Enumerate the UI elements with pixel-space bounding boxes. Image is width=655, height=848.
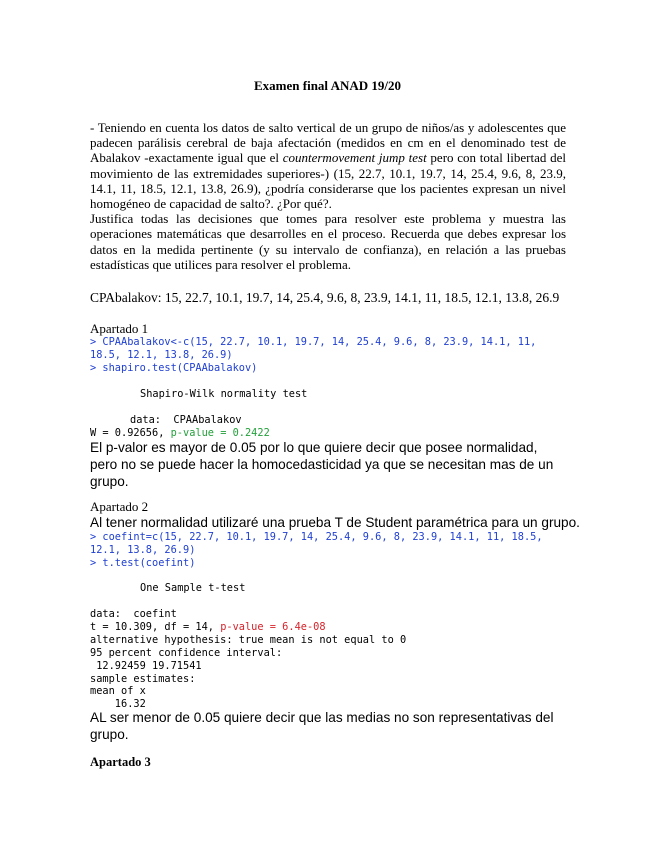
answer-apartado-2 xyxy=(90,709,566,743)
problem-text-b: pero con total libertad del movimiento de las extremidades superiores-) (15, 22.7, 10.1, 19.7, 14, 25.4, 9.6, 8, 23.9, 14.1, 11, 18.5, 12.1, 13.8, 26.9), ¿podría considerarse que los pacientes expresan un nivel homogéneo de capacidad de salto?. ¿Por qué?. xyxy=(90,150,566,212)
test-data-label-2: data: coefint xyxy=(90,608,177,620)
test-data-label-1: data: CPAAbalakov xyxy=(130,414,242,426)
problem-text-emphasis: countermovement jump test xyxy=(282,150,427,166)
r-command-line: 12.1, 13.8, 26.9) xyxy=(90,543,196,556)
w-statistic: W = 0.92656, xyxy=(90,427,171,439)
page-title: Examen final ANAD 19/20 xyxy=(254,78,401,93)
r-command-shapiro: > shapiro.test(CPAAbalakov) xyxy=(90,362,258,374)
t-statistic: t = 10.309, df = 14, xyxy=(90,620,221,633)
r-command-line: > CPAAbalakov<-c(15, 22.7, 10.1, 19.7, 14, 25.4, 9.6, 8, 23.9, 14.1, 11, xyxy=(90,336,537,348)
mean-value: 16.32 xyxy=(90,698,146,711)
section-heading-apartado-2: Apartado 2 xyxy=(90,499,149,514)
answer-text: El p-valor es mayor de 0.05 por lo que quiere decir que posee normalidad, pero no se puede hacer la homocedasticidad ya que se necesitan mas de un grupo. xyxy=(90,440,554,489)
problem-paragraph-1 xyxy=(90,120,566,211)
p-value-shapiro: p-value = 0.2422 xyxy=(170,427,270,439)
sample-estimates-label: sample estimates: xyxy=(90,672,196,685)
r-command-assign-2 xyxy=(90,531,566,557)
problem-statement xyxy=(90,120,566,272)
problem-text-a: - Teniendo en cuenta los datos de salto vertical de un grupo de niños/as y adolescentes que padecen parálisis cerebral de baja afectación (medidos en cm en el denominado test de Abalakov -exactamente igual que el xyxy=(90,120,566,166)
test-title-shapiro: Shapiro-Wilk normality test xyxy=(140,388,308,400)
apartado-2-intro: Al tener normalidad utilizaré una prueba T de Student paramétrica para un grupo. xyxy=(90,515,580,530)
mean-label: mean of x xyxy=(90,685,146,698)
p-value-ttest: p-value = 6.4e-08 xyxy=(220,620,326,633)
data-values-line: CPAbalakov: 15, 22.7, 10.1, 19.7, 14, 25.4, 9.6, 8, 23.9, 14.1, 11, 18.5, 12.1, 13.8, 26.9 xyxy=(90,290,560,305)
problem-paragraph-2: Justifica todas las decisiones que tomes para resolver este problema y muestra las operaciones matemáticas que desarrolles en el proceso. Recuerda que debes expresar los datos en la medida pertinente (y su intervalo de confianza), en relación a las pruebas estadísticas que utilices para resolver el problema. xyxy=(90,211,566,272)
r-command-ttest: > t.test(coefint) xyxy=(90,557,196,569)
ttest-output xyxy=(90,608,566,711)
r-command-assign-1 xyxy=(90,336,566,362)
answer-apartado-1 xyxy=(90,439,566,490)
section-heading-apartado-1: Apartado 1 xyxy=(90,321,149,336)
r-command-line: > coefint=c(15, 22.7, 10.1, 19.7, 14, 25.4, 9.6, 8, 23.9, 14.1, 11, 18.5, xyxy=(90,531,543,543)
alternative-hypothesis: alternative hypothesis: true mean is not equal to 0 xyxy=(90,633,407,646)
confidence-interval-label: 95 percent confidence interval: xyxy=(90,646,283,659)
confidence-interval-values: 12.92459 19.71541 xyxy=(90,659,202,672)
test-title-ttest: One Sample t-test xyxy=(140,582,246,594)
answer-text: AL ser menor de 0.05 quiere decir que las medias no son representativas del grupo. xyxy=(90,710,554,742)
section-heading-apartado-3: Apartado 3 xyxy=(90,755,151,769)
r-command-line: 18.5, 12.1, 13.8, 26.9) xyxy=(90,348,233,361)
shapiro-result xyxy=(90,427,566,440)
